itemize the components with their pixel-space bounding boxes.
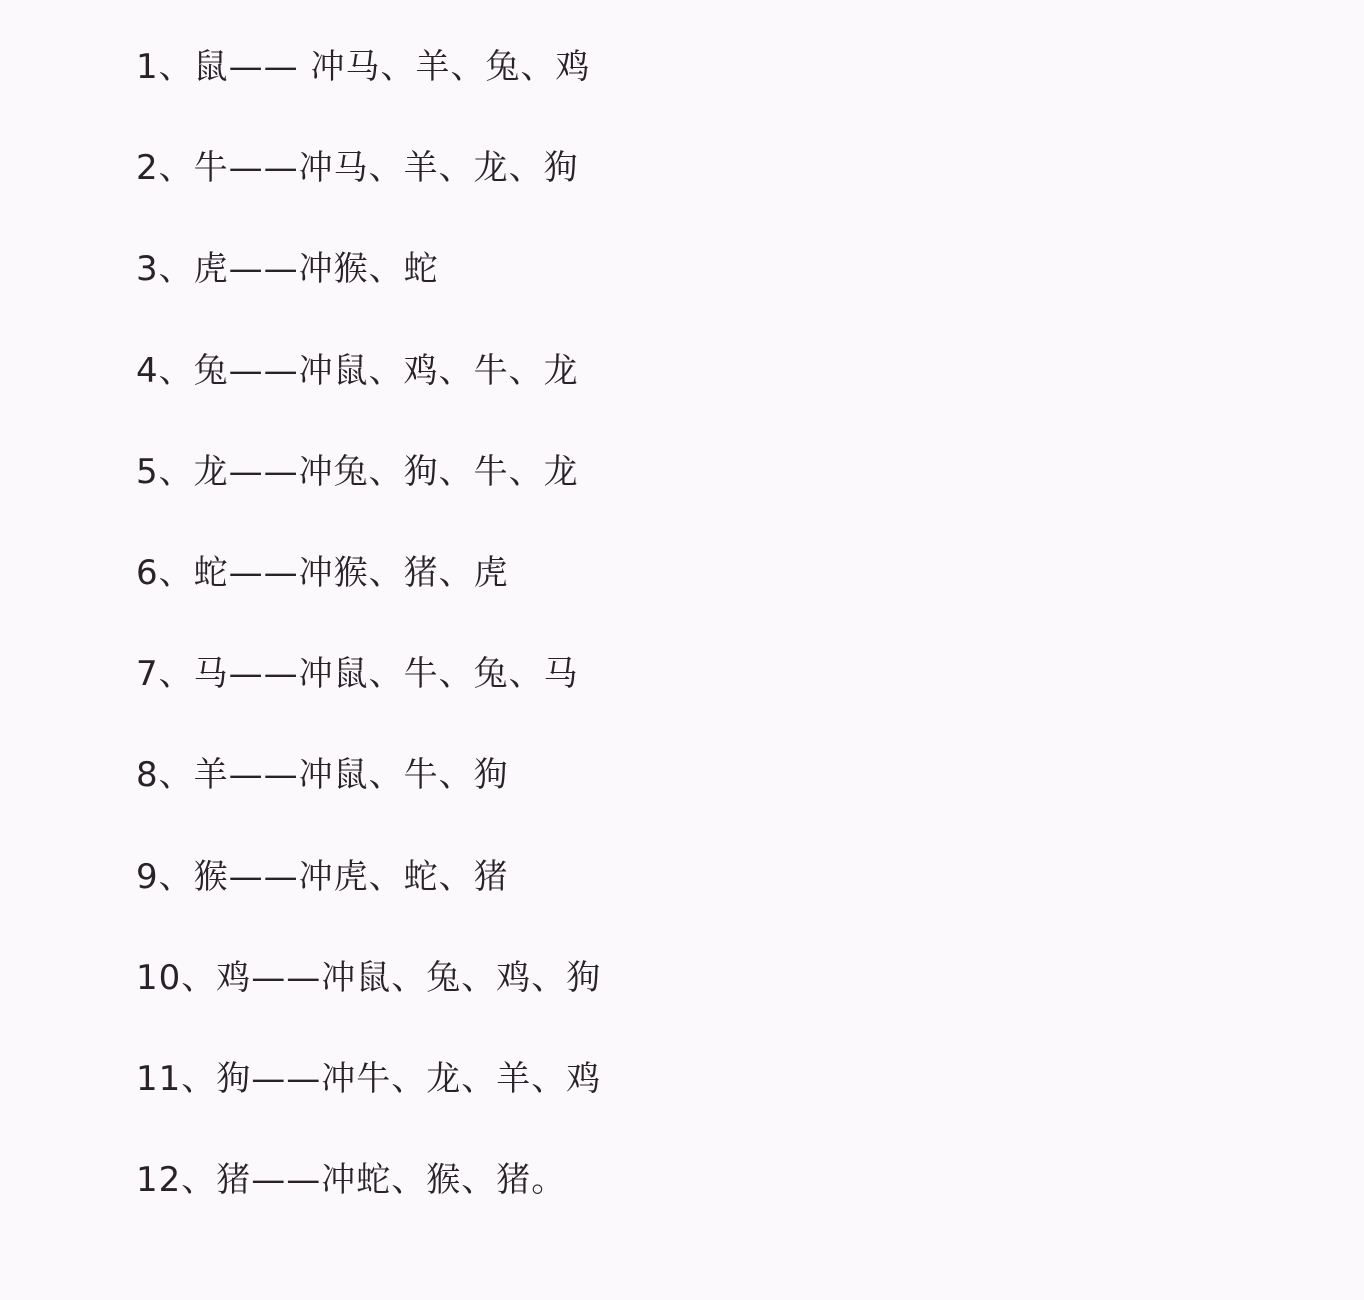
- list-item-4: 4、兔——冲鼠、鸡、牛、龙: [136, 350, 579, 391]
- list-item-10: 10、鸡——冲鼠、兔、鸡、狗: [136, 957, 602, 998]
- zodiac-conflict-list: [136, 42, 601, 1256]
- list-item-1: 1、鼠—— 冲马、羊、兔、鸡: [136, 47, 591, 87]
- list-item-8: 8、羊——冲鼠、牛、狗: [136, 755, 509, 796]
- list-item-6: 6、蛇——冲猴、猪、虎: [136, 552, 509, 593]
- list-item-2: 2、牛——冲马、羊、龙、狗: [136, 148, 579, 189]
- list-item-3: 3、虎——冲猴、蛇: [136, 249, 439, 290]
- list-item-11: 11、狗——冲牛、龙、羊、鸡: [136, 1058, 602, 1099]
- list-item-5: 5、龙——冲兔、狗、牛、龙: [136, 451, 579, 492]
- list-item-7: 7、马——冲鼠、牛、兔、马: [136, 654, 579, 695]
- list-item-12: 12、猪——冲蛇、猴、猪。: [136, 1160, 567, 1201]
- list-item-9: 9、猴——冲虎、蛇、猪: [136, 856, 509, 897]
